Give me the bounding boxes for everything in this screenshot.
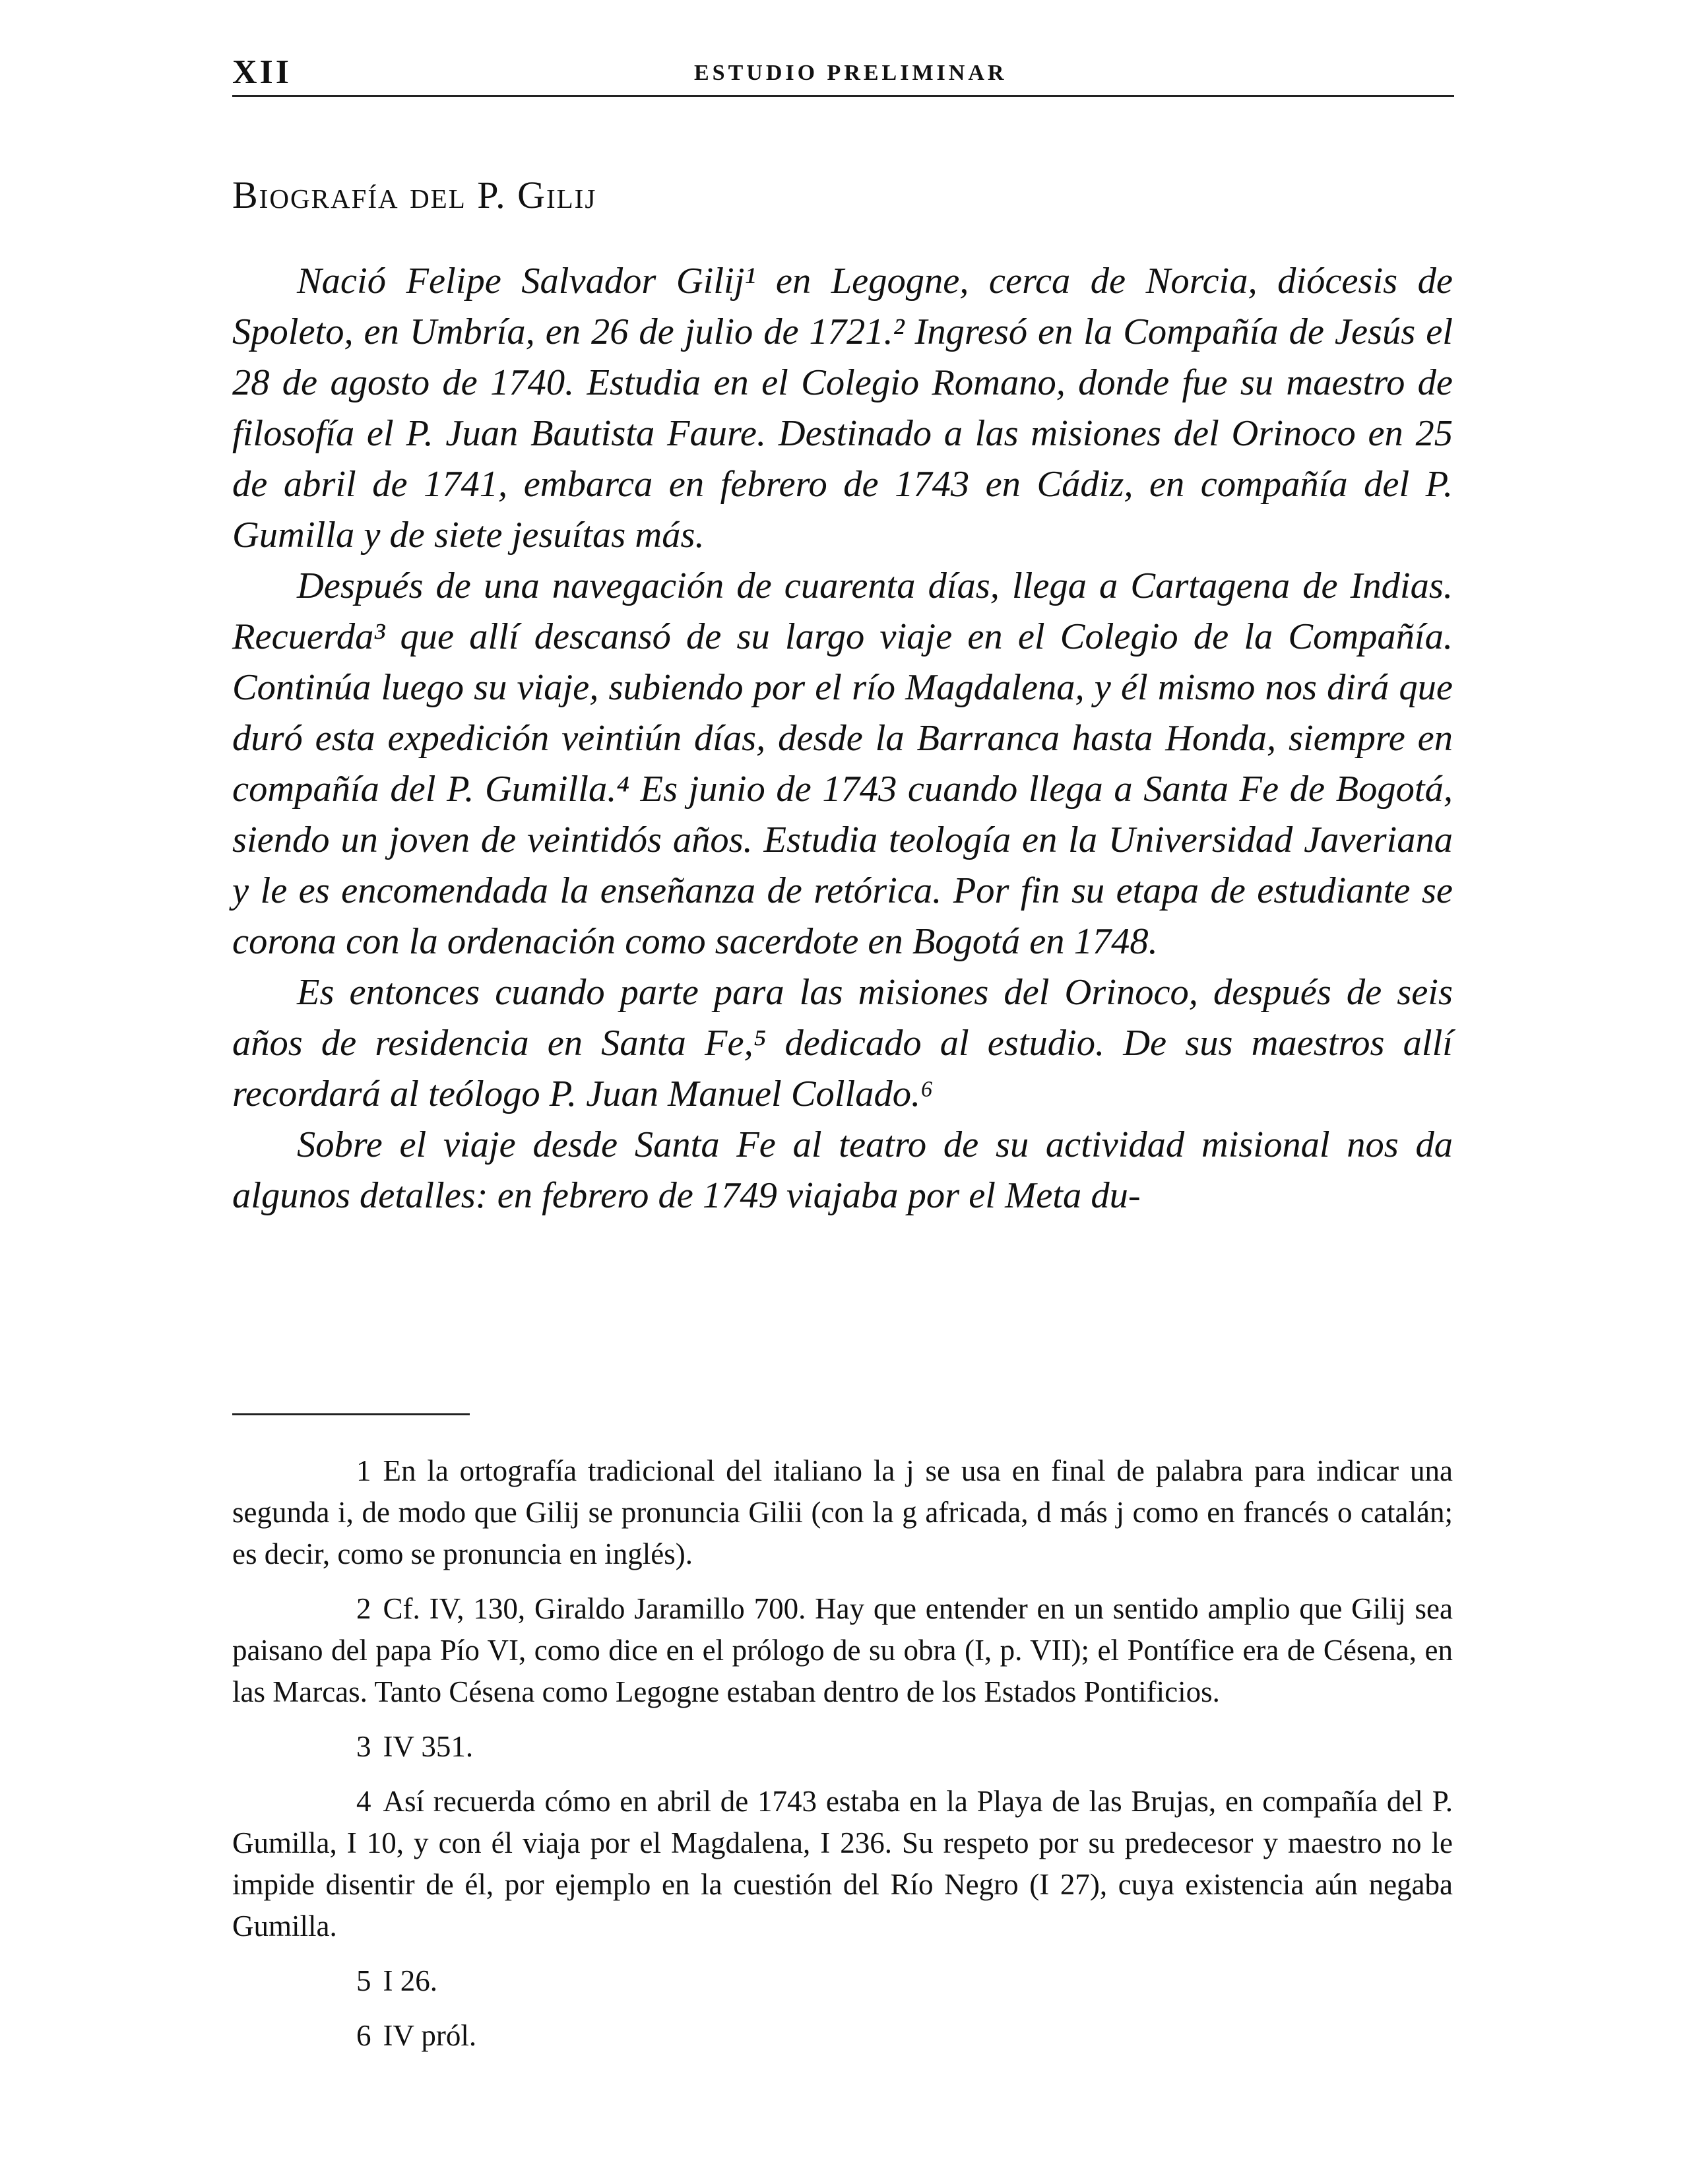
section-title: Biografía del P. Gilij: [232, 174, 597, 216]
footnote-text: En la ortografía tradicional del italiano la j se usa en final de palabra para indicar una segunda i, de modo que Gilij se pronuncia Gilii (con la g africada, d más j como en francés o catalán; es decir, como se pronuncia en inglés).: [232, 1454, 1453, 1570]
footnote-text: I 26.: [383, 1964, 437, 1997]
page-number: XII: [232, 53, 292, 91]
footnotes: [232, 1450, 1453, 2070]
paragraph: Después de una navegación de cuarenta días, llega a Cartagena de Indias. Recuerda³ que allí descansó de su largo viaje en el Colegio de la Compañía. Continúa luego su viaje, subiendo por el río Magdalena, y él mismo nos dirá que duró esta expedición veintiún días, desde la Barranca hasta Honda, siempre en compañía del P. Gumilla.⁴ Es junio de 1743 cuando llega a Santa Fe de Bogotá, siendo un joven de veintidós años. Estudia teología en la Universidad Javeriana y le es encomendada la enseñanza de retórica. Por fin su etapa de estudiante se corona con la ordenación como sacerdote en Bogotá en 1748.: [232, 565, 1453, 962]
footnote: [232, 1960, 1453, 2002]
page-header: [232, 48, 1454, 100]
header-rule: [232, 95, 1454, 97]
footnote: [232, 1781, 1453, 1947]
footnote-number: 1: [356, 1454, 371, 1487]
paragraph: Es entonces cuando parte para las misiones del Orinoco, después de seis años de residencia en Santa Fe,⁵ dedicado al estudio. De sus maestros allí recordará al teólogo P. Juan Manuel Collado.⁶: [232, 972, 1453, 1114]
footnote-number: 2: [356, 1592, 371, 1625]
footnote-number: 5: [356, 1964, 371, 1997]
footnote-number: 4: [356, 1785, 371, 1818]
footnote-text: IV pról.: [383, 2019, 477, 2052]
footnote-number: 6: [356, 2019, 371, 2052]
footnote: [232, 1726, 1453, 1768]
footnote-rule: [232, 1413, 470, 1415]
footnote: [232, 1588, 1453, 1713]
footnote-text: Así recuerda cómo en abril de 1743 estaba en la Playa de las Brujas, en compañía del P. Gumilla, I 10, y con él viaja por el Magdalena, I 236. Su respeto por su predecesor y maestro no le impide disentir de él, por ejemplo en la cuestión del Río Negro (I 27), cuya existencia aún negaba Gumilla.: [232, 1785, 1453, 1943]
footnote-number: 3: [356, 1730, 371, 1763]
footnote-text: IV 351.: [383, 1730, 474, 1763]
footnote: [232, 2015, 1453, 2057]
footnote: [232, 1450, 1453, 1575]
running-head: ESTUDIO PRELIMINAR: [694, 61, 1007, 85]
paragraph: Sobre el viaje desde Santa Fe al teatro de su actividad misional nos da algunos detalles: en febrero de 1749 viajaba por el Meta du-: [232, 1124, 1453, 1216]
body-text: [232, 256, 1453, 1221]
paragraph: Nació Felipe Salvador Gilij¹ en Legogne, cerca de Norcia, diócesis de Spoleto, en Umbría, en 26 de julio de 1721.² Ingresó en la Compañía de Jesús el 28 de agosto de 1740. Estudia en el Colegio Romano, donde fue su maestro de filosofía el P. Juan Bautista Faure. Destinado a las misiones del Orinoco en 25 de abril de 1741, embarca en febrero de 1743 en Cádiz, en compañía del P. Gumilla y de siete jesuítas más.: [232, 261, 1453, 556]
footnote-text: Cf. IV, 130, Giraldo Jaramillo 700. Hay que entender en un sentido amplio que Gilij sea paisano del papa Pío VI, como dice en el prólogo de su obra (I, p. VII); el Pontífice era de Césena, en las Marcas. Tanto Césena como Legogne estaban dentro de los Estados Pontificios.: [232, 1592, 1453, 1708]
